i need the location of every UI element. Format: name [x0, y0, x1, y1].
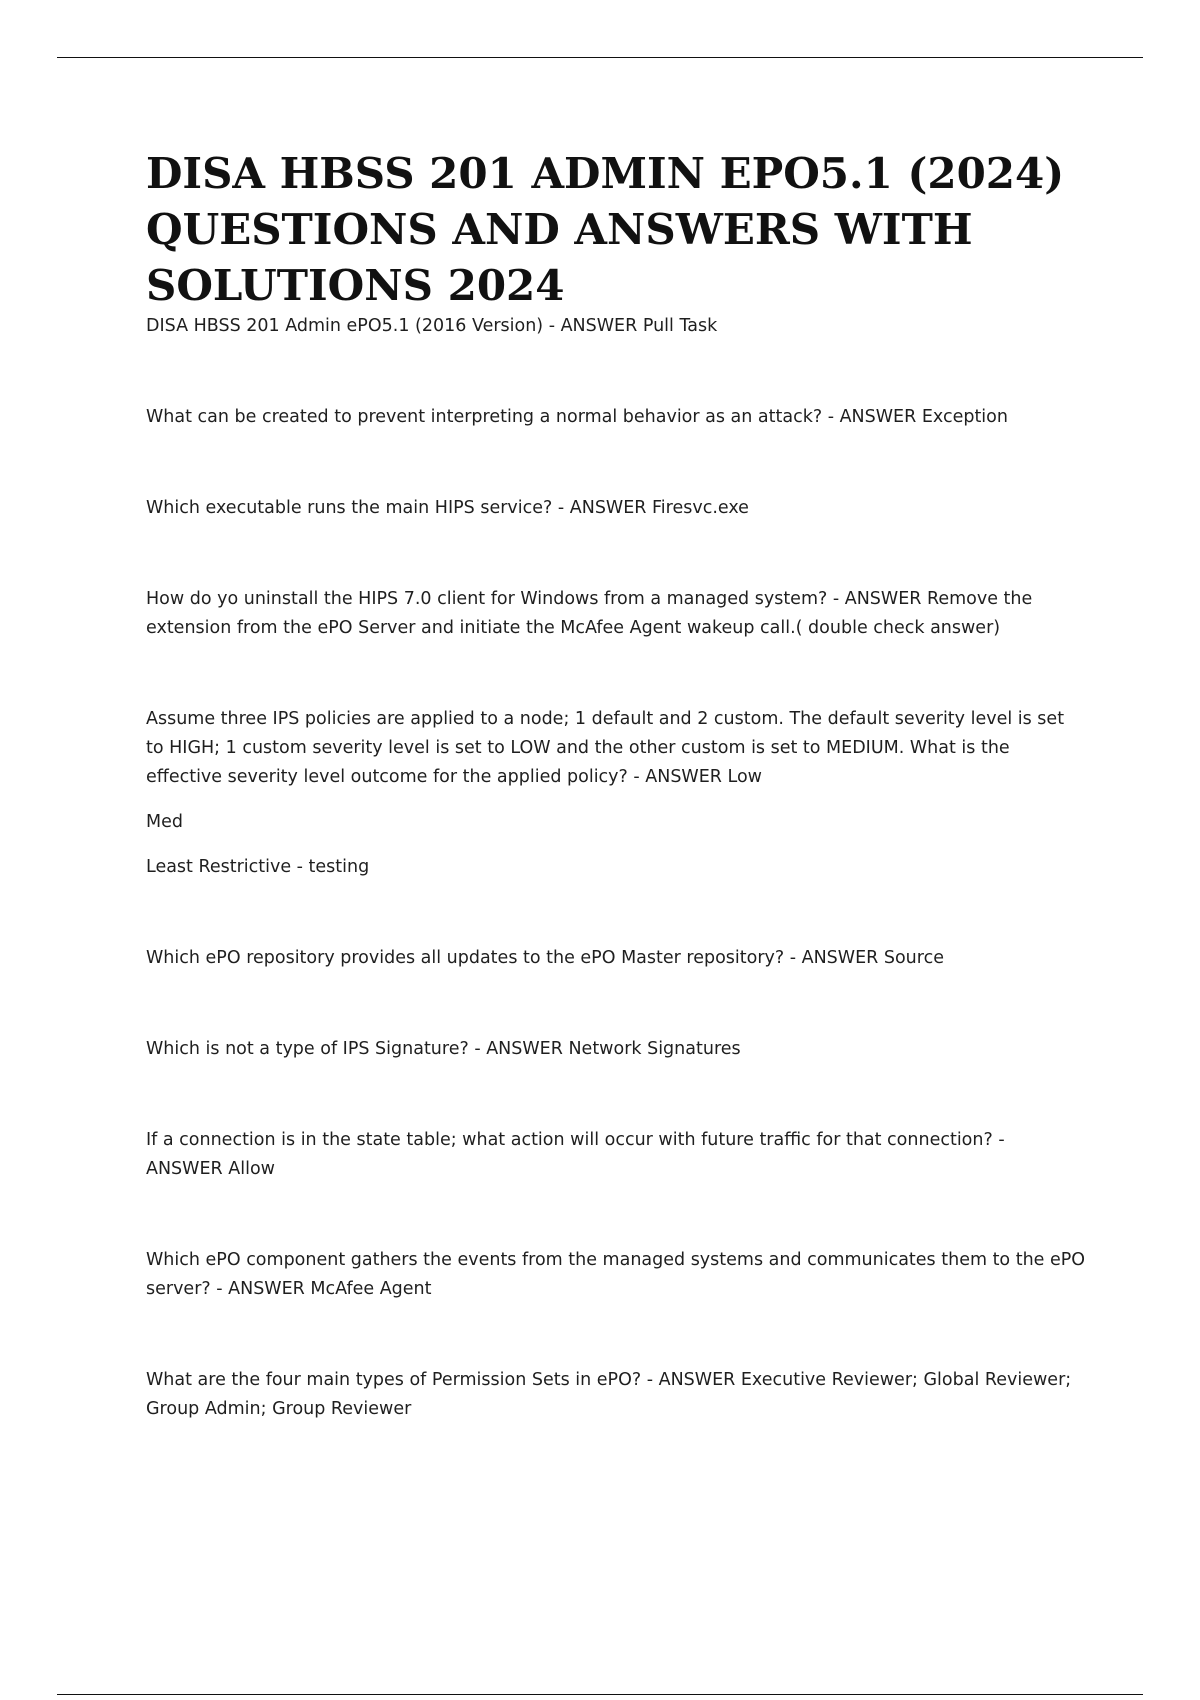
document-title: DISA HBSS 201 ADMIN EPO5.1 (2024) QUESTIONS AND ANSWERS WITH SOLUTIONS 2024	[146, 149, 1065, 310]
qa-entry-continuation: Med	[146, 812, 183, 832]
document-body	[146, 312, 1086, 1486]
bottom-divider	[57, 1694, 1143, 1695]
qa-entry: Which ePO repository provides all updates to the ePO Master repository? - ANSWER Source	[146, 948, 944, 968]
qa-entry: How do yo uninstall the HIPS 7.0 client for Windows from a managed system? - ANSWER Remove the extension from the ePO Server and initiate the McAfee Agent wakeup call.( double check answer)	[146, 589, 1033, 638]
qa-entry: Which executable runs the main HIPS service? - ANSWER Firesvc.exe	[146, 498, 749, 518]
qa-entry: What can be created to prevent interpreting a normal behavior as an attack? - ANSWER Exception	[146, 407, 1008, 427]
qa-entry: Which ePO component gathers the events from the managed systems and communicates them to the ePO server? - ANSWER McAfee Agent	[146, 1250, 1086, 1299]
qa-entry-continuation: Least Restrictive - testing	[146, 857, 370, 877]
qa-entry: Which is not a type of IPS Signature? - ANSWER Network Signatures	[146, 1039, 741, 1059]
qa-entry: What are the four main types of Permission Sets in ePO? - ANSWER Executive Reviewer; Global Reviewer; Group Admin; Group Reviewer	[146, 1370, 1072, 1419]
qa-entry: If a connection is in the state table; what action will occur with future traffic for that connection? - ANSWER Allow	[146, 1130, 1005, 1179]
top-divider	[57, 57, 1143, 58]
qa-entry: DISA HBSS 201 Admin ePO5.1 (2016 Version) - ANSWER Pull Task	[146, 316, 718, 336]
qa-entry: Assume three IPS policies are applied to a node; 1 default and 2 custom. The default severity level is set to HIGH; 1 custom severity level is set to LOW and the other custom is set to MEDIUM. What is the effective severity level outcome for the applied policy? - ANSWER Low	[146, 709, 1065, 787]
